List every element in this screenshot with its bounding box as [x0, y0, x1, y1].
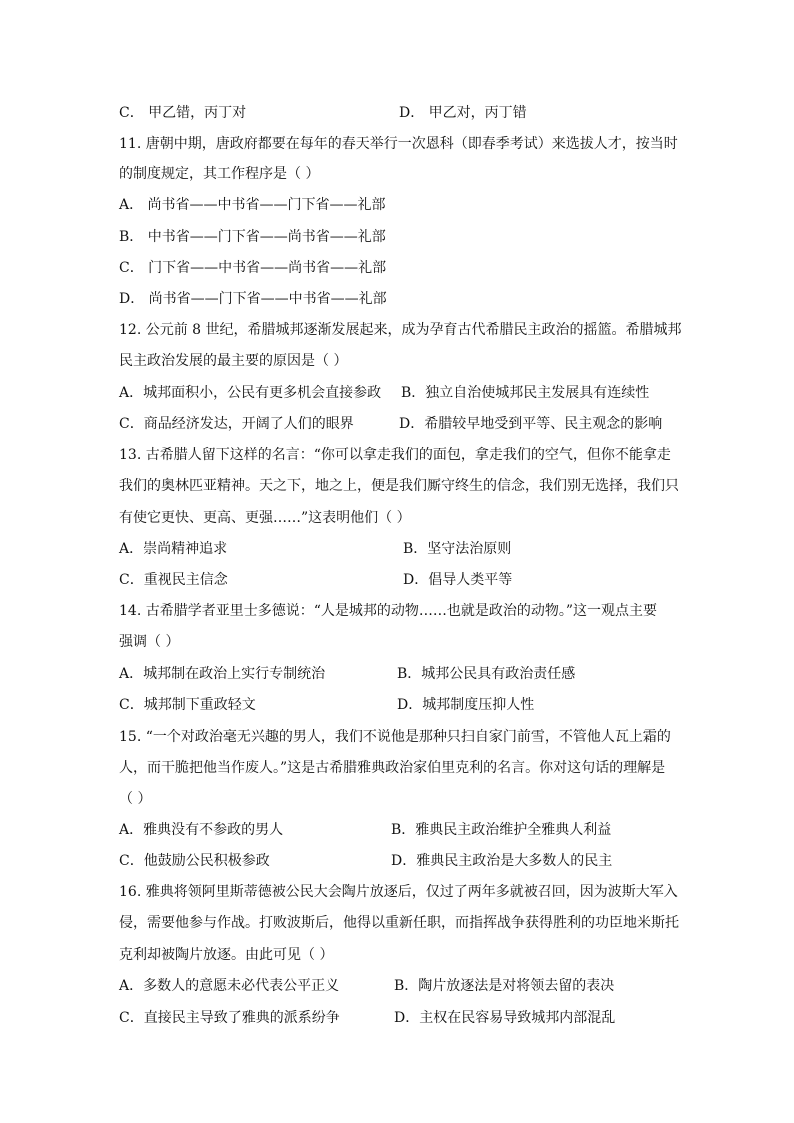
q14-option-a: A．城邦制在政治上实行专制统治	[119, 666, 326, 682]
q10-option-c: C． 甲乙错，丙丁对	[119, 105, 247, 121]
q15-option-b: B．雅典民主政治维护全雅典人利益	[391, 822, 612, 838]
q11-stem-line1: 11. 唐朝中期，唐政府都要在每年的春天举行一次恩科（即春季考试）来选拔人才，按当时	[119, 136, 678, 152]
q16-option-b: B．陶片放逐法是对将领去留的表决	[394, 978, 615, 994]
q12-option-c: C．商品经济发达，开阔了人们的眼界	[119, 416, 354, 432]
q12-stem-line1: 12. 公元前 8 世纪，希腊城邦逐渐发展起来，成为孕育古代希腊民主政治的摇篮。希腊城邦	[119, 322, 682, 338]
q14-option-b: B．城邦公民具有政治责任感	[397, 666, 576, 682]
q15-stem-line2: 人，而干脆把他当作废人。”这是古希腊雅典政治家伯里克利的名言。你对这句话的理解是	[119, 760, 666, 776]
q14-stem-line2: 强调（ ）	[119, 634, 180, 650]
q11-option-c: C． 门下省——中书省——尚书省——礼部	[119, 260, 387, 276]
q11-option-b: B． 中书省——门下省——尚书省——礼部	[119, 229, 386, 245]
q13-stem-line2: 我们的奥林匹亚精神。天之下，地之上，便是我们厮守终生的信念，我们别无选择，我们只	[119, 478, 679, 494]
q15-option-d: D．雅典民主政治是大多数人的民主	[391, 853, 613, 869]
q11-option-a: A． 尚书省——中书省——门下省——礼部	[119, 197, 386, 213]
q11-stem-line2: 的制度规定，其工作程序是（ ）	[119, 166, 320, 182]
q13-option-c: C．重视民主信念	[119, 572, 228, 588]
q12-stem-line2: 民主政治发展的最主要的原因是（ ）	[119, 353, 348, 369]
q12-option-b: B．独立自治使城邦民主发展具有连续性	[401, 385, 650, 401]
q16-stem-line3: 克利却被陶片放逐。由此可见（ ）	[119, 947, 334, 963]
q13-option-a: A．崇尚精神追求	[119, 541, 228, 557]
q16-option-c: C．直接民主导致了雅典的派系纷争	[119, 1010, 340, 1026]
q13-option-b: B．坚守法治原则	[403, 541, 512, 557]
q16-option-d: D．主权在民容易导致城邦内部混乱	[394, 1010, 616, 1026]
q10-option-d: D． 甲乙对，丙丁错	[399, 105, 527, 121]
q14-stem-line1: 14. 古希腊学者亚里士多德说：“人是城邦的动物……也就是政治的动物。”这一观点主要	[119, 603, 658, 619]
q13-stem-line1: 13. 古希腊人留下这样的名言：“你可以拿走我们的面包，拿走我们的空气，但你不能拿走	[119, 447, 671, 463]
q15-option-a: A．雅典没有不参政的男人	[119, 822, 284, 838]
q14-option-c: C．城邦制下重政轻文	[119, 697, 256, 713]
q13-stem-line3: 有使它更快、更高、更强……”这表明他们（ ）	[119, 510, 411, 526]
q12-option-d: D．希腊较早地受到平等、民主观念的影响	[399, 416, 663, 432]
q15-stem-line1: 15. “一个对政治毫无兴趣的男人，我们不说他是那种只扫自家门前雪，不管他人瓦上霜的	[119, 729, 671, 745]
q11-option-d: D． 尚书省——门下省——中书省——礼部	[119, 291, 387, 307]
q16-stem-line2: 侵，需要他参与作战。打败波斯后，他得以重新任职，而指挥战争获得胜利的功臣地米斯托	[119, 915, 679, 931]
q13-option-d: D．倡导人类平等	[403, 572, 513, 588]
q15-stem-line3: （ ）	[119, 791, 152, 807]
q12-option-a: A．城邦面积小，公民有更多机会直接参政	[119, 385, 382, 401]
q16-stem-line1: 16. 雅典将领阿里斯蒂德被公民大会陶片放逐后，仅过了两年多就被召回，因为波斯大军入	[119, 884, 678, 900]
q15-option-c: C．他鼓励公民积极参政	[119, 853, 270, 869]
q14-option-d: D．城邦制度压抑人性	[397, 697, 535, 713]
q16-option-a: A．多数人的意愿未必代表公平正义	[119, 978, 340, 994]
